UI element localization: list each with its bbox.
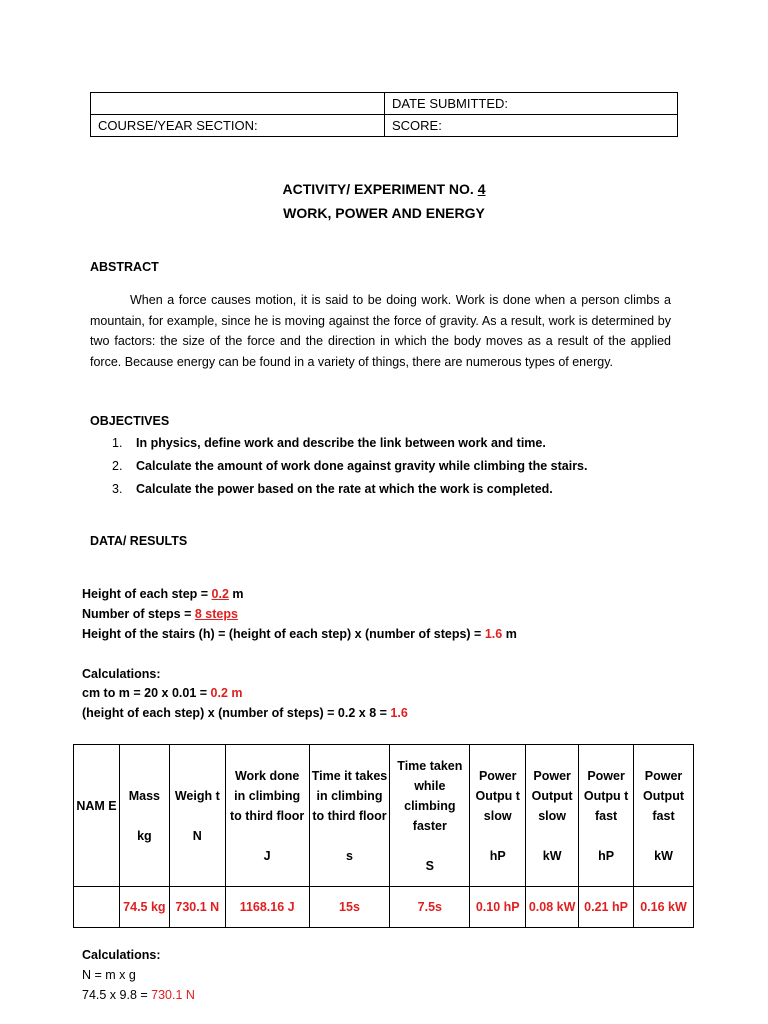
header-unit: kW <box>542 848 562 863</box>
step-height-label: Height of each step = <box>82 587 212 601</box>
objective-item <box>112 436 546 450</box>
header-label: Power Output slow <box>531 768 573 823</box>
objective-number: 1. <box>112 436 123 450</box>
score-label: SCORE: <box>385 115 678 137</box>
calc-line-1 <box>82 686 243 700</box>
steps-value: 8 steps <box>194 607 238 621</box>
header-cell-power-fast-kw <box>634 745 694 887</box>
header-label: Power Output fast <box>643 768 684 823</box>
header-label: Power Outpu t fast <box>583 768 629 823</box>
calc-line-1-label: cm to m = 20 x 0.01 = <box>82 686 211 700</box>
data-cell <box>74 887 120 928</box>
name-cell <box>91 93 385 115</box>
objective-text: In physics, define work and describe the link between work and time. <box>136 436 546 450</box>
data-cell: 7.5s <box>390 887 470 928</box>
steps-label: Number of steps = <box>82 607 195 621</box>
weight-calc-line <box>82 988 195 1002</box>
data-cell: 0.16 kW <box>634 887 694 928</box>
activity-number: 4 <box>477 181 486 197</box>
header-label: Mass <box>128 788 161 803</box>
header-cell-mass <box>119 745 169 887</box>
abstract-text: When a force causes motion, it is said to be doing work. Work is done when a person climbs a mountain, for example, since he is moving against the force of gravity. As a result, work is determined by two factors: the size of the force and the direction in which the body moves as a result of the applied force. Because energy can be found in a variety of things, there are numerous types of energy. <box>90 293 671 369</box>
header-unit: kg <box>137 828 152 843</box>
header-label: Time taken while climbing faster <box>397 758 463 833</box>
header-label: Work done in climbing to third floor <box>230 768 305 823</box>
objectives-heading: OBJECTIVES <box>90 414 170 428</box>
data-cell: 74.5 kg <box>119 887 169 928</box>
header-unit: kW <box>654 848 673 863</box>
stairs-height-value: 1.6 <box>484 627 503 641</box>
activity-title-prefix: ACTIVITY/ EXPERIMENT NO. <box>282 181 478 197</box>
calc-line-2 <box>82 706 408 720</box>
objective-item <box>112 459 587 473</box>
header-unit: hP <box>598 848 615 863</box>
step-height-line <box>82 587 244 601</box>
header-cell-power-slow-hp <box>470 745 526 887</box>
header-unit: S <box>425 858 434 873</box>
header-label: Power Outpu t slow <box>475 768 520 823</box>
steps-line <box>82 607 238 621</box>
header-cell-time-fast <box>390 745 470 887</box>
calc-line-1-value: 0.2 m <box>210 686 243 700</box>
header-unit: s <box>346 848 353 863</box>
stairs-height-label: Height of the stairs (h) = (height of each step) x (number of steps) = <box>82 627 485 641</box>
abstract-heading: ABSTRACT <box>90 260 159 274</box>
header-unit: J <box>263 848 271 863</box>
header-label: NAM E <box>76 798 117 813</box>
weight-calc-label: 74.5 x 9.8 = <box>82 988 152 1002</box>
results-table <box>73 744 694 928</box>
header-label: Time it takes in climbing to third floor <box>311 768 388 823</box>
objective-number: 3. <box>112 482 123 496</box>
header-cell-power-fast-hp <box>579 745 634 887</box>
date-submitted-label: DATE SUBMITTED: <box>385 93 678 115</box>
header-unit: N <box>192 828 202 843</box>
stairs-height-unit: m <box>502 627 517 641</box>
header-cell-time <box>309 745 390 887</box>
step-height-unit: m <box>228 587 244 601</box>
calculations-heading-2: Calculations: <box>82 948 161 962</box>
objective-text: Calculate the power based on the rate at which the work is completed. <box>136 482 553 496</box>
data-cell: 0.21 hP <box>579 887 634 928</box>
header-cell-power-slow-kw <box>526 745 579 887</box>
header-cell-name <box>74 745 120 887</box>
objective-number: 2. <box>112 459 123 473</box>
step-height-value: 0.2 <box>211 587 229 601</box>
activity-title <box>0 181 768 197</box>
data-cell: 1168.16 J <box>225 887 309 928</box>
objective-item <box>112 482 553 496</box>
header-unit: hP <box>489 848 506 863</box>
weight-calc-value: 730.1 N <box>151 988 195 1002</box>
formula-line: N = m x g <box>82 968 136 982</box>
header-label: Weigh t <box>174 788 220 803</box>
data-cell: 15s <box>309 887 390 928</box>
data-cell: 730.1 N <box>169 887 225 928</box>
header-cell-weight <box>169 745 225 887</box>
results-data-row <box>74 887 694 928</box>
calculations-heading: Calculations: <box>82 667 161 681</box>
activity-subtitle: WORK, POWER AND ENERGY <box>283 205 485 221</box>
calc-line-2-label: (height of each step) x (number of steps) = 0.2 x 8 = <box>82 706 391 720</box>
data-results-heading: DATA/ RESULTS <box>90 534 188 548</box>
objective-text: Calculate the amount of work done against gravity while climbing the stairs. <box>136 459 588 473</box>
header-cell-work <box>225 745 309 887</box>
calc-line-2-value: 1.6 <box>390 706 408 720</box>
results-header-row <box>74 745 694 887</box>
data-cell: 0.08 kW <box>526 887 579 928</box>
header-info-table <box>90 92 678 137</box>
stairs-height-line <box>82 627 517 641</box>
data-cell: 0.10 hP <box>470 887 526 928</box>
course-year-section-label: COURSE/YEAR SECTION: <box>91 115 385 137</box>
